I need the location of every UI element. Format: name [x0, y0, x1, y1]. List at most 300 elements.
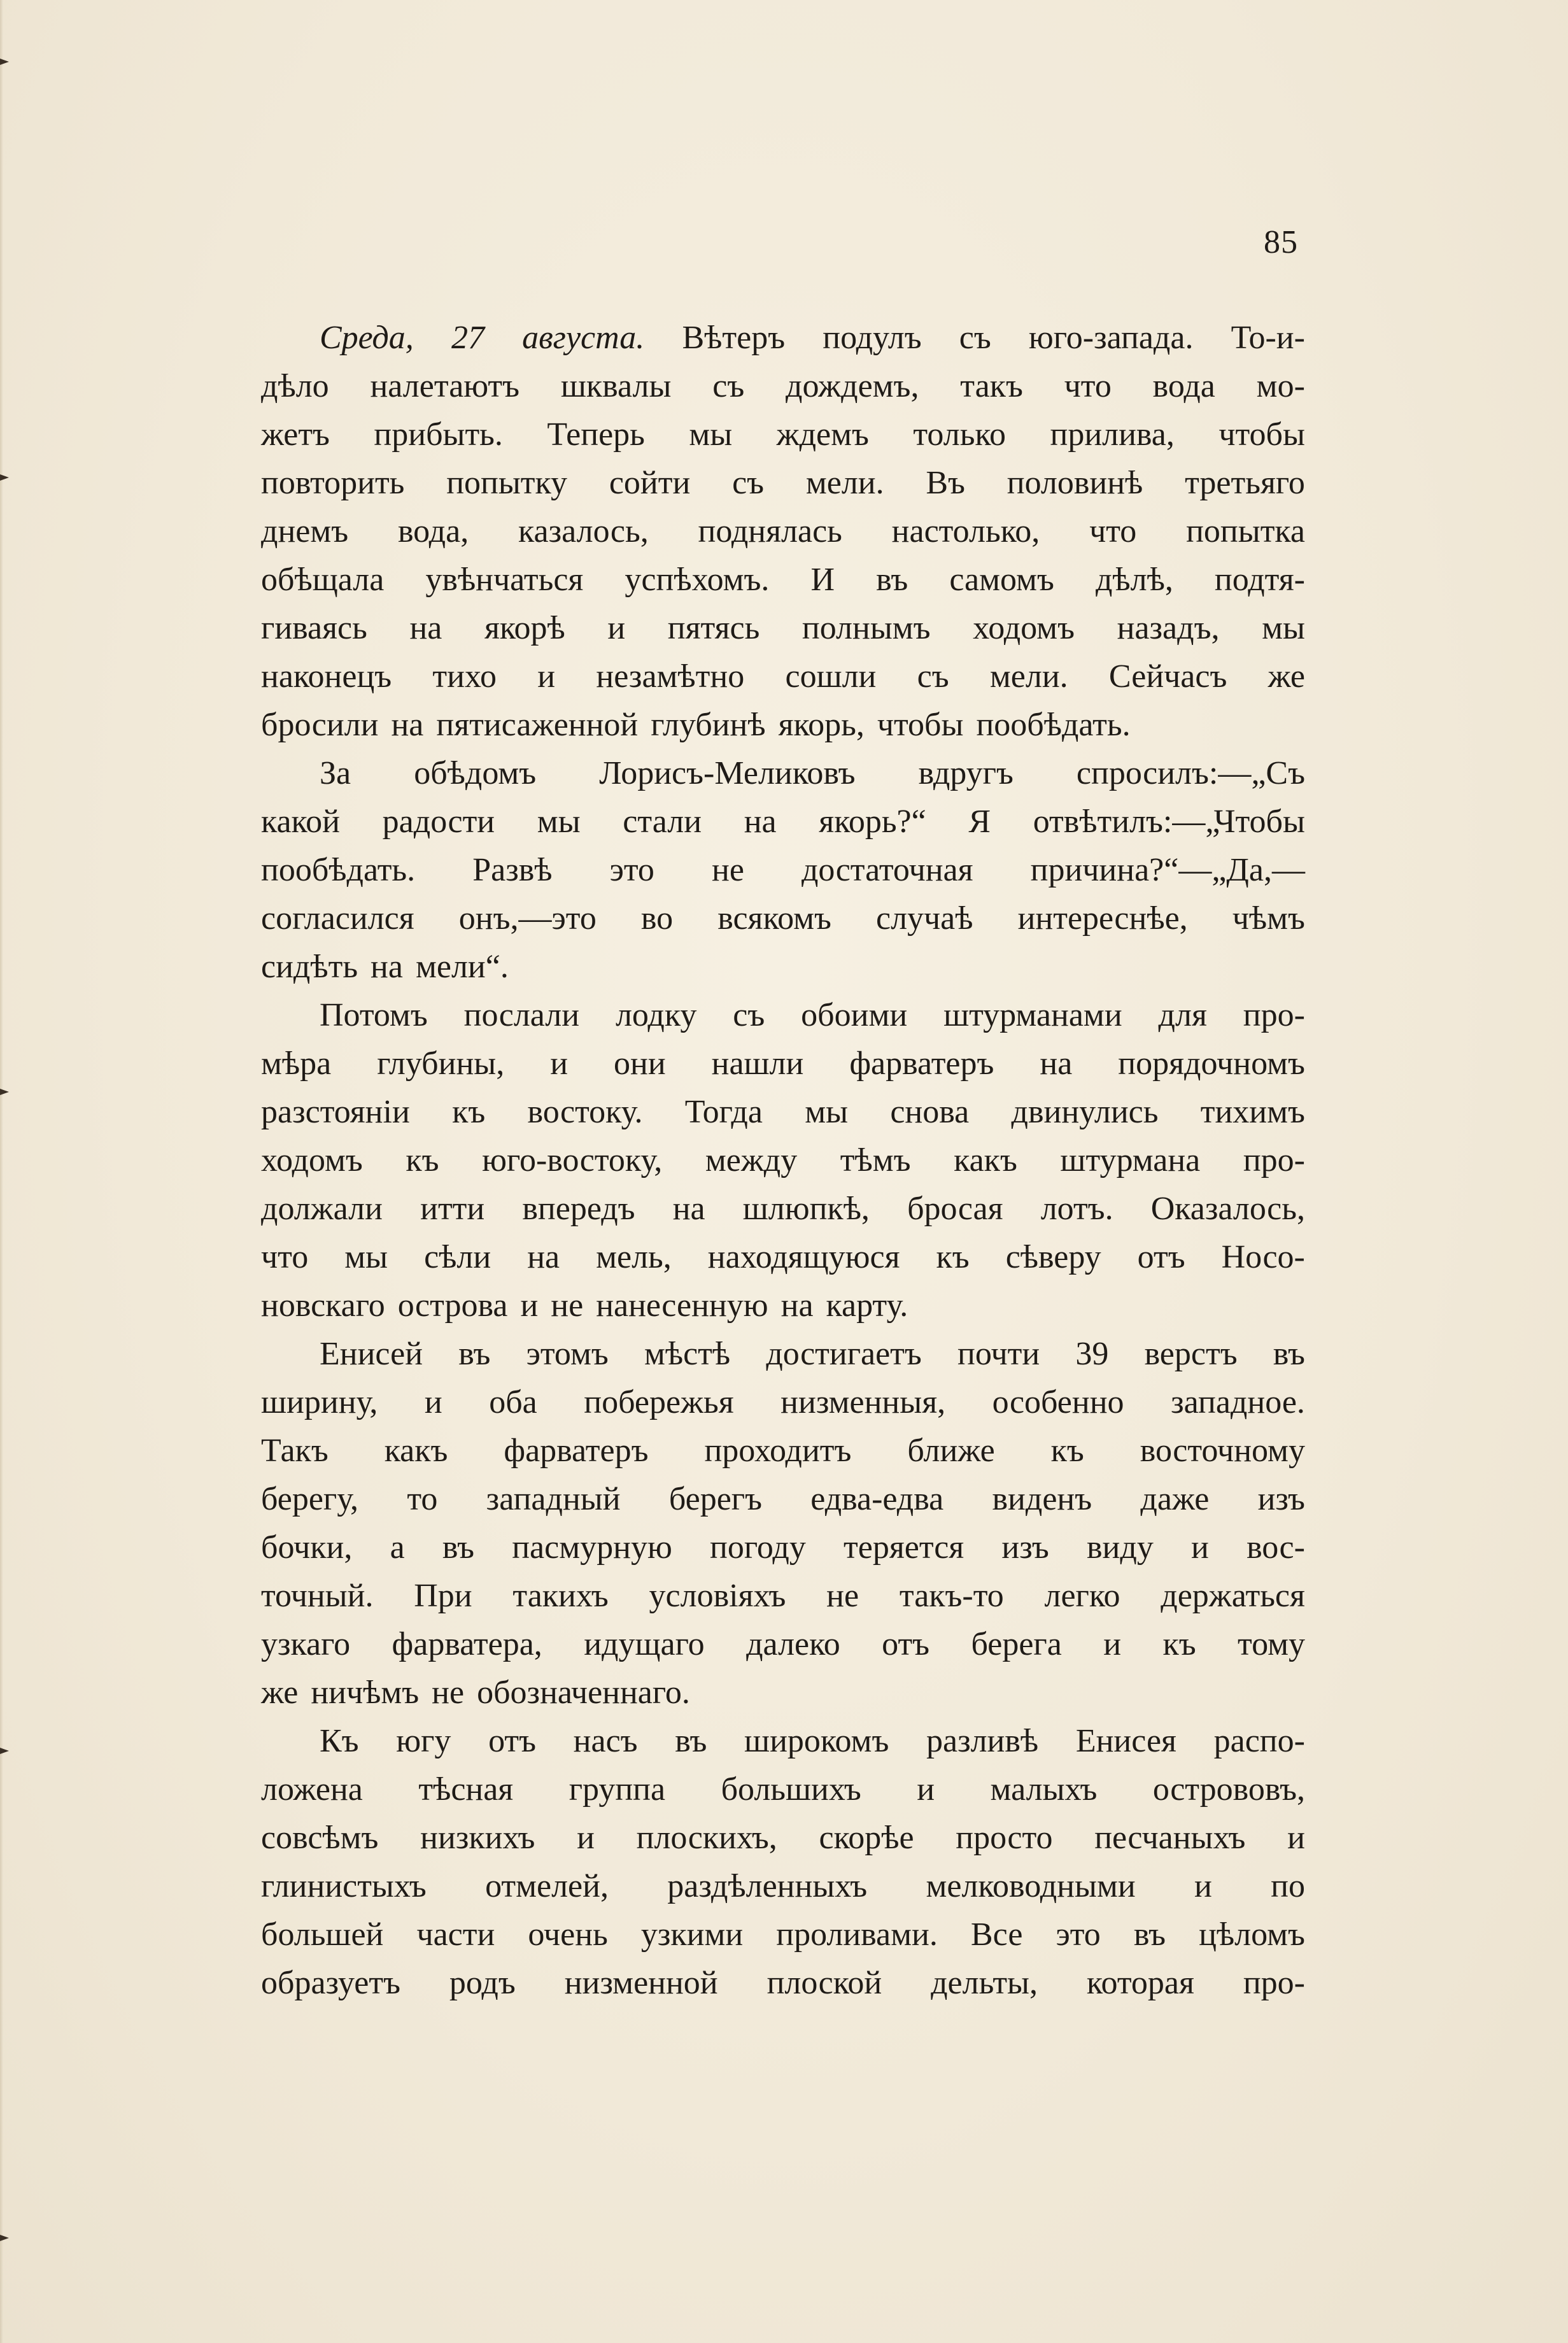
word: это	[1056, 1916, 1101, 1953]
word: мы	[805, 1094, 849, 1130]
word: на	[1040, 1045, 1073, 1082]
word: побережья	[584, 1384, 734, 1420]
word: такъ	[960, 368, 1023, 404]
text-line	[261, 943, 1305, 991]
word: въ	[1273, 1336, 1305, 1372]
text-line	[261, 1766, 1305, 1814]
word: держаться	[1161, 1578, 1305, 1614]
text-line	[261, 749, 1305, 798]
word: далеко	[746, 1626, 840, 1662]
word: 39	[1075, 1336, 1109, 1372]
word: Вѣтеръ	[682, 320, 786, 356]
word: низкихъ	[420, 1820, 535, 1856]
page-number: 85	[1264, 224, 1298, 260]
word: глубинѣ	[651, 707, 766, 743]
word: тихо	[432, 658, 497, 695]
word: сошли	[785, 658, 877, 695]
word: глубины,	[377, 1045, 505, 1082]
word: а	[390, 1529, 405, 1566]
word: Среда,	[320, 320, 414, 356]
word: За	[320, 755, 351, 791]
word: что	[1064, 368, 1112, 404]
text-line	[261, 895, 1305, 943]
word: казалось,	[518, 513, 649, 549]
text-line	[261, 1427, 1305, 1475]
word: точный.	[261, 1578, 374, 1614]
word: къ	[1050, 1433, 1084, 1469]
word: августа.	[522, 320, 645, 356]
word: мѣстѣ	[644, 1336, 731, 1372]
word: обѣдомъ	[414, 755, 537, 791]
word: западное.	[1171, 1384, 1305, 1420]
word: тихимъ	[1200, 1094, 1305, 1130]
word: къ	[1162, 1626, 1196, 1662]
word: что	[1089, 513, 1137, 549]
word: берега	[971, 1626, 1062, 1662]
word: тому	[1238, 1626, 1305, 1662]
word: Все	[970, 1916, 1023, 1953]
word: ждемъ	[776, 416, 869, 453]
word: должали	[261, 1191, 383, 1227]
word: вода,	[397, 513, 469, 549]
word: вдругъ	[918, 755, 1014, 791]
word: скорѣе	[819, 1820, 914, 1856]
word: во	[640, 900, 674, 937]
text-line	[261, 701, 1305, 749]
word: незамѣтно	[596, 658, 745, 695]
word: сѣли	[424, 1239, 491, 1275]
word: дельты,	[931, 1965, 1038, 2001]
word: третьяго	[1185, 465, 1305, 501]
word: гиваясь	[261, 610, 367, 646]
word: прибыть.	[374, 416, 503, 453]
binding-mark	[0, 1748, 9, 1754]
word: оба	[489, 1384, 537, 1420]
word: группа	[569, 1771, 666, 1808]
word: якорь,	[778, 707, 865, 743]
word: и	[1194, 1868, 1212, 1904]
word: онъ,—это	[458, 900, 597, 937]
word: Енисей	[320, 1336, 423, 1372]
word: и	[917, 1771, 935, 1808]
word: проливами.	[776, 1916, 938, 1953]
word: подтя-	[1214, 562, 1305, 598]
word: достигаетъ	[766, 1336, 922, 1372]
word: виду	[1086, 1529, 1154, 1566]
word: лотъ.	[1040, 1191, 1113, 1227]
word: распо-	[1213, 1723, 1305, 1759]
word: тѣмъ	[840, 1142, 911, 1179]
word: якорѣ	[484, 610, 565, 646]
word: попытку	[446, 465, 568, 501]
word: штурманами	[943, 997, 1122, 1033]
word: для	[1158, 997, 1207, 1033]
word: фарватеръ	[849, 1045, 994, 1082]
word: бросая	[907, 1191, 1003, 1227]
word: острова	[397, 1287, 508, 1324]
word: на	[527, 1239, 560, 1275]
text-line	[261, 1572, 1305, 1620]
word: проходитъ	[704, 1433, 852, 1469]
word: не	[711, 852, 744, 888]
word: обоими	[801, 997, 908, 1033]
word: Я	[968, 803, 991, 840]
word: идущаго	[584, 1626, 705, 1662]
word: это	[609, 852, 654, 888]
word: и	[424, 1384, 442, 1420]
word: и	[520, 1287, 539, 1324]
word: отъ	[882, 1626, 930, 1662]
word: Тогда	[684, 1094, 763, 1130]
word: самомъ	[949, 562, 1054, 598]
word: на	[409, 610, 442, 646]
word: части	[416, 1916, 495, 1953]
word: западный	[486, 1481, 621, 1517]
text-line	[261, 314, 1305, 362]
word: и	[607, 610, 626, 646]
word: ложена	[261, 1771, 363, 1808]
word: острововъ,	[1152, 1771, 1305, 1808]
word: ходомъ	[261, 1142, 363, 1179]
word: спросилъ:—„Съ	[1076, 755, 1305, 791]
word: какъ	[954, 1142, 1017, 1179]
word: сѣверу	[1005, 1239, 1101, 1275]
binding-edge	[0, 0, 3, 2343]
word: къ	[452, 1094, 486, 1130]
word: мо-	[1256, 368, 1305, 404]
word: не	[551, 1287, 584, 1324]
word: 27	[451, 320, 484, 356]
word: Сейчасъ	[1108, 658, 1227, 695]
word: восточному	[1140, 1433, 1305, 1469]
word: разливѣ	[926, 1723, 1039, 1759]
word: цѣломъ	[1199, 1916, 1305, 1953]
word: большихъ	[721, 1771, 861, 1808]
word: днемъ	[261, 513, 349, 549]
word: изъ	[1257, 1481, 1305, 1517]
word: мы	[689, 416, 733, 453]
word: снова	[890, 1094, 970, 1130]
word: въ	[1133, 1916, 1166, 1953]
text-line	[261, 1814, 1305, 1862]
word: на	[780, 1287, 814, 1324]
word: условіяхъ	[649, 1578, 786, 1614]
text-line	[261, 1524, 1305, 1572]
word: отъ	[488, 1723, 537, 1759]
word: низменныя,	[780, 1384, 946, 1420]
word: При	[414, 1578, 472, 1614]
word: ходомъ	[973, 610, 1075, 646]
text-line	[261, 653, 1305, 701]
word: находящуюся	[707, 1239, 900, 1275]
text-line	[261, 1185, 1305, 1233]
word: этомъ	[526, 1336, 609, 1372]
word: порядочномъ	[1118, 1045, 1305, 1082]
word: между	[705, 1142, 798, 1179]
word: юго-запада.	[1028, 320, 1194, 356]
word: особенно	[992, 1384, 1124, 1420]
word: съ	[733, 997, 765, 1033]
word: то	[407, 1481, 438, 1517]
word: виденъ	[992, 1481, 1092, 1517]
text-line	[261, 1088, 1305, 1136]
text-line	[261, 1378, 1305, 1427]
word: Развѣ	[472, 852, 553, 888]
word: съ	[917, 658, 949, 695]
word: мы	[1262, 610, 1305, 646]
word: итти	[420, 1191, 485, 1227]
word: что	[261, 1239, 309, 1275]
word: всякомъ	[717, 900, 831, 937]
word: большей	[261, 1916, 384, 1953]
text-line	[261, 1620, 1305, 1669]
text-line	[261, 556, 1305, 604]
word: едва-едва	[810, 1481, 944, 1517]
word: чтобы	[1218, 416, 1305, 453]
body-text	[261, 314, 1305, 2007]
word: такихъ	[512, 1578, 609, 1614]
word: интереснѣе,	[1017, 900, 1188, 937]
word: Носо-	[1221, 1239, 1305, 1275]
word: по	[1271, 1868, 1305, 1904]
word: на	[371, 949, 403, 985]
word: Оказалось,	[1150, 1191, 1305, 1227]
word: пообѣдать.	[261, 852, 416, 888]
word: насъ	[573, 1723, 638, 1759]
word: шквалы	[560, 368, 672, 404]
word: песчаныхъ	[1094, 1820, 1246, 1856]
word: Лорисъ-Меликовъ	[599, 755, 856, 791]
word: только	[913, 416, 1006, 453]
word: даже	[1140, 1481, 1210, 1517]
word: юго-востоку,	[482, 1142, 663, 1179]
word: очень	[528, 1916, 608, 1953]
word: широкомъ	[744, 1723, 889, 1759]
word: образуетъ	[261, 1965, 400, 2001]
word: нашли	[711, 1045, 804, 1082]
word: и	[1287, 1820, 1305, 1856]
word: обозначеннаго.	[477, 1674, 690, 1711]
word: повторить	[261, 465, 405, 501]
word: радости	[382, 803, 495, 840]
word: пасмурную	[512, 1529, 672, 1566]
text-line	[261, 1717, 1305, 1766]
word: Въ	[926, 465, 965, 501]
word: мели.	[989, 658, 1068, 695]
binding-mark	[0, 59, 9, 65]
word: берегъ	[668, 1481, 763, 1517]
word: мелководными	[926, 1868, 1136, 1904]
word: Енисея	[1075, 1723, 1176, 1759]
word: съ	[959, 320, 991, 356]
word: и	[537, 658, 556, 695]
word: налетаютъ	[370, 368, 520, 404]
word: и	[1103, 1626, 1122, 1662]
binding-mark	[0, 2235, 9, 2241]
text-line	[261, 1282, 1305, 1330]
word: плоскихъ,	[636, 1820, 777, 1856]
word: чѣмъ	[1232, 900, 1305, 937]
word: послали	[463, 997, 580, 1033]
word: совсѣмъ	[261, 1820, 379, 1856]
word: сидѣть	[261, 949, 358, 985]
word: пятясь	[667, 610, 760, 646]
text-line	[261, 362, 1305, 411]
word: они	[613, 1045, 666, 1082]
word: отмелей,	[485, 1868, 609, 1904]
word: дождемъ,	[786, 368, 919, 404]
word: сойти	[609, 465, 691, 501]
word: и	[1191, 1529, 1209, 1566]
word: нанесенную	[596, 1287, 768, 1324]
word: пятисаженной	[436, 707, 639, 743]
word: новскаго	[261, 1287, 385, 1324]
word: отъ	[1137, 1239, 1185, 1275]
word: якорь?“	[819, 803, 926, 840]
word: поднялась	[698, 513, 842, 549]
word: погоду	[710, 1529, 806, 1566]
word: плоской	[766, 1965, 882, 2001]
word: и	[577, 1820, 595, 1856]
word: не	[826, 1578, 859, 1614]
word: штурмана	[1060, 1142, 1201, 1179]
word: не	[432, 1674, 465, 1711]
word: дѣло	[261, 368, 329, 404]
word: полнымъ	[802, 610, 931, 646]
word: мели.	[805, 465, 884, 501]
text-line	[261, 991, 1305, 1040]
word: вос-	[1247, 1529, 1305, 1566]
word: вода	[1152, 368, 1215, 404]
word: успѣхомъ.	[625, 562, 770, 598]
word: въ	[876, 562, 908, 598]
word: ничѣмъ	[311, 1674, 420, 1711]
text-line	[261, 604, 1305, 653]
word: тѣсная	[418, 1771, 514, 1808]
word: карту.	[826, 1287, 908, 1324]
word: и	[550, 1045, 569, 1082]
word: глинистыхъ	[261, 1868, 427, 1904]
word: просто	[956, 1820, 1053, 1856]
word: дѣлѣ,	[1095, 562, 1173, 598]
word: въ	[458, 1336, 491, 1372]
word: попытка	[1186, 513, 1305, 549]
text-line	[261, 507, 1305, 556]
word: обѣщала	[261, 562, 385, 598]
word: подулъ	[823, 320, 922, 356]
word: къ	[406, 1142, 439, 1179]
word: въ	[442, 1529, 475, 1566]
word: шлюпкѣ,	[742, 1191, 870, 1227]
word: бочки,	[261, 1529, 353, 1566]
word: низменной	[564, 1965, 718, 2001]
word: раздѣленныхъ	[667, 1868, 868, 1904]
text-line	[261, 459, 1305, 507]
text-line	[261, 1040, 1305, 1088]
word: половинѣ	[1006, 465, 1143, 501]
text-line	[261, 1330, 1305, 1378]
word: узкими	[640, 1916, 744, 1953]
word: настолько,	[891, 513, 1040, 549]
word: про-	[1243, 1965, 1305, 2001]
word: берегу,	[261, 1481, 359, 1517]
word: къ	[936, 1239, 970, 1275]
text-line	[261, 1233, 1305, 1282]
word: съ	[712, 368, 745, 404]
word: теряется	[844, 1529, 964, 1566]
word: же	[1268, 658, 1305, 695]
word: съ	[732, 465, 765, 501]
text-line	[261, 1911, 1305, 1959]
word: какой	[261, 803, 341, 840]
text-line	[261, 411, 1305, 459]
text-line	[261, 798, 1305, 846]
word: наконецъ	[261, 658, 392, 695]
word: назадъ,	[1117, 610, 1220, 646]
text-line	[261, 1862, 1305, 1911]
word: на	[672, 1191, 705, 1227]
text-line	[261, 1475, 1305, 1524]
word: прилива,	[1050, 416, 1175, 453]
word: стали	[623, 803, 702, 840]
word: ширину,	[261, 1384, 378, 1420]
word: впередъ	[522, 1191, 635, 1227]
word: какъ	[384, 1433, 448, 1469]
word: двинулись	[1011, 1094, 1159, 1130]
word: изъ	[1001, 1529, 1049, 1566]
word: почти	[957, 1336, 1040, 1372]
text-line	[261, 1959, 1305, 2007]
word: случаѣ	[876, 900, 973, 937]
text-line	[261, 1136, 1305, 1185]
word: родъ	[449, 1965, 516, 2001]
word: чтобы	[877, 707, 964, 743]
word: легко	[1044, 1578, 1120, 1614]
word: отвѣтилъ:—„Чтобы	[1033, 803, 1305, 840]
word: лодку	[615, 997, 697, 1033]
word: мѣра	[261, 1045, 332, 1082]
word: мы	[537, 803, 581, 840]
binding-mark	[0, 1089, 9, 1095]
text-line	[261, 846, 1305, 895]
word: узкаго	[261, 1626, 351, 1662]
word: причина?“—„Да,—	[1030, 852, 1305, 888]
binding-mark	[0, 474, 9, 481]
word: ближе	[907, 1433, 995, 1469]
word: То-и-	[1231, 320, 1305, 356]
word: фарватеръ	[504, 1433, 649, 1469]
word: мели“.	[415, 949, 509, 985]
word: увѣнчаться	[425, 562, 584, 598]
word: въ	[675, 1723, 707, 1759]
word: пообѣдать.	[976, 707, 1131, 743]
word: мы	[344, 1239, 388, 1275]
word: Къ	[320, 1723, 359, 1759]
word: же	[261, 1674, 299, 1711]
word: И	[810, 562, 835, 598]
word: верстъ	[1144, 1336, 1238, 1372]
word: про-	[1243, 1142, 1305, 1179]
word: малыхъ	[990, 1771, 1098, 1808]
word: бросили	[261, 707, 379, 743]
word: согласился	[261, 900, 414, 937]
word: на	[391, 707, 424, 743]
word: востоку.	[527, 1094, 643, 1130]
word: жетъ	[261, 416, 330, 453]
word: мель,	[596, 1239, 672, 1275]
word: Потомъ	[320, 997, 428, 1033]
word: разстояніи	[261, 1094, 410, 1130]
